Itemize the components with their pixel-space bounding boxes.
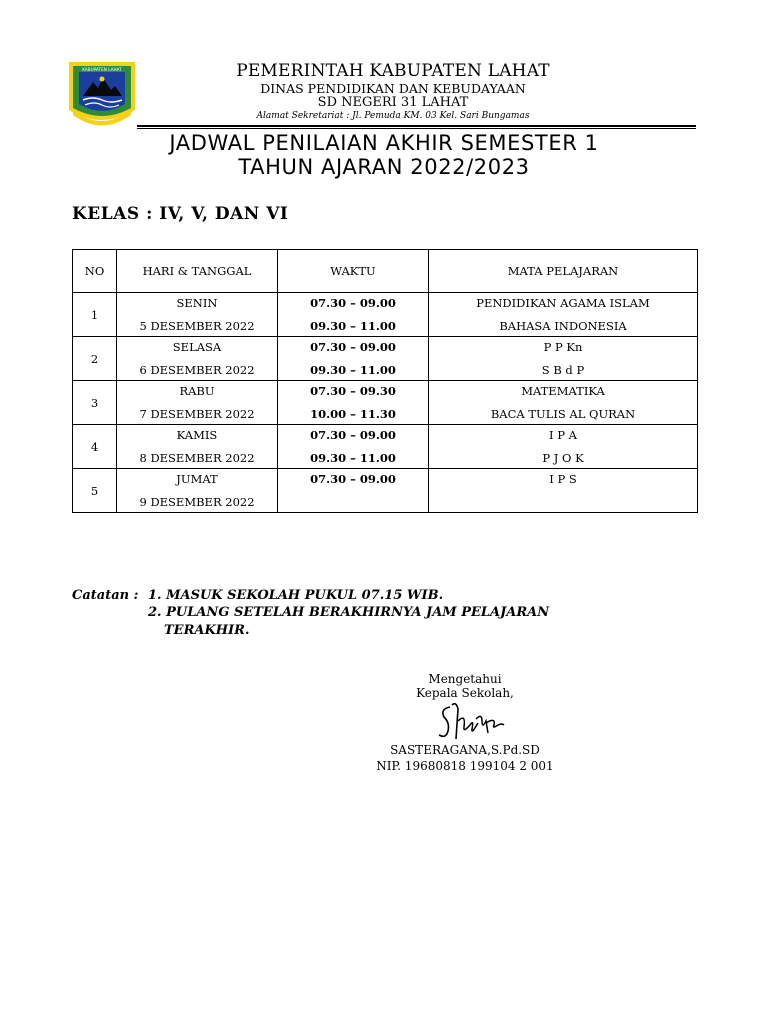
- row-waktu-2: 09.30 – 11.00: [310, 319, 396, 333]
- header-waktu: WAKTU: [278, 250, 429, 293]
- row-no: 5: [73, 469, 117, 513]
- row-mapel-2: BAHASA INDONESIA: [499, 319, 627, 333]
- table-header-row: [73, 250, 698, 293]
- catatan-note-2: 2. PULANG SETELAH BERAKHIRNYA JAM PELAJARAN: [148, 605, 550, 620]
- row-hari: SELASA: [172, 340, 222, 354]
- row-tanggal: 7 DESEMBER 2022: [139, 407, 255, 421]
- row-mapel-2: P J O K: [542, 451, 584, 465]
- mengetahui-label: Mengetahui: [428, 672, 502, 686]
- kop-alamat: Alamat Sekretariat : Jl. Pemuda KM. 03 Kel. Sari Bungamas: [256, 111, 530, 121]
- row-waktu-2: 09.30 – 11.00: [310, 363, 396, 377]
- row-hari: JUMAT: [176, 472, 218, 486]
- row-waktu-1: 07.30 – 09.30: [310, 384, 396, 398]
- row-no: 4: [73, 425, 117, 469]
- row-tanggal: 9 DESEMBER 2022: [139, 495, 255, 509]
- row-waktu-1: 07.30 – 09.00: [310, 428, 396, 442]
- row-waktu-1: 07.30 – 09.00: [310, 472, 396, 486]
- kabupaten-lahat-logo: [67, 60, 137, 126]
- table-row: [73, 337, 698, 381]
- document-subtitle: TAHUN AJARAN 2022/2023: [238, 155, 530, 179]
- row-hari: SENIN: [176, 296, 218, 310]
- kop-dinas: DINAS PENDIDIKAN DAN KEBUDAYAAN: [260, 81, 526, 96]
- header-hari-tanggal: HARI & TANGGAL: [117, 250, 278, 293]
- table-row: [73, 293, 698, 337]
- catatan-label: Catatan :: [72, 588, 139, 603]
- row-waktu-1: 07.30 – 09.00: [310, 340, 396, 354]
- row-mapel-2: BACA TULIS AL QURAN: [490, 407, 636, 421]
- row-waktu-2: 09.30 – 11.00: [310, 451, 396, 465]
- row-tanggal: 5 DESEMBER 2022: [139, 319, 255, 333]
- principal-nip: NIP. 19680818 199104 2 001: [376, 759, 554, 773]
- document-title: JADWAL PENILAIAN AKHIR SEMESTER 1: [169, 131, 599, 155]
- row-no: 1: [73, 293, 117, 337]
- table-row: [73, 469, 698, 513]
- row-mapel-1: PENDIDIKAN AGAMA ISLAM: [476, 296, 650, 310]
- row-hari: RABU: [179, 384, 215, 398]
- row-mapel-1: I P A: [549, 428, 577, 442]
- handwritten-signature: [436, 699, 506, 743]
- row-mapel-1: I P S: [549, 472, 577, 486]
- row-mapel-2: S B d P: [541, 363, 585, 377]
- header-rule-thick: [137, 125, 696, 127]
- header-mata-pelajaran: MATA PELAJARAN: [429, 250, 698, 293]
- logo-text: KABUPATEN LAHAT: [82, 67, 122, 72]
- kop-pemerintah: PEMERINTAH KABUPATEN LAHAT: [236, 61, 550, 81]
- row-waktu-2: 10.00 – 11.30: [310, 407, 396, 421]
- table-row: [73, 381, 698, 425]
- kelas-label: KELAS : IV, V, DAN VI: [72, 204, 289, 224]
- row-no: 3: [73, 381, 117, 425]
- table-row: [73, 425, 698, 469]
- row-no: 2: [73, 337, 117, 381]
- row-mapel-1: P P Kn: [543, 340, 583, 354]
- row-tanggal: 8 DESEMBER 2022: [139, 451, 255, 465]
- header-rule-thin: [137, 128, 696, 129]
- kop-sekolah: SD NEGERI 31 LAHAT: [317, 95, 469, 110]
- row-mapel-1: MATEMATIKA: [521, 384, 605, 398]
- row-waktu-1: 07.30 – 09.00: [310, 296, 396, 310]
- principal-name: SASTERAGANA,S.Pd.SD: [390, 743, 540, 757]
- catatan-note-3: TERAKHIR.: [164, 623, 250, 638]
- row-hari: KAMIS: [176, 428, 218, 442]
- schedule-table: [72, 249, 698, 513]
- row-tanggal: 6 DESEMBER 2022: [139, 363, 255, 377]
- catatan-note-1: 1. MASUK SEKOLAH PUKUL 07.15 WIB.: [148, 588, 444, 603]
- kepala-sekolah-label: Kepala Sekolah,: [416, 686, 514, 700]
- header-no: NO: [73, 250, 117, 293]
